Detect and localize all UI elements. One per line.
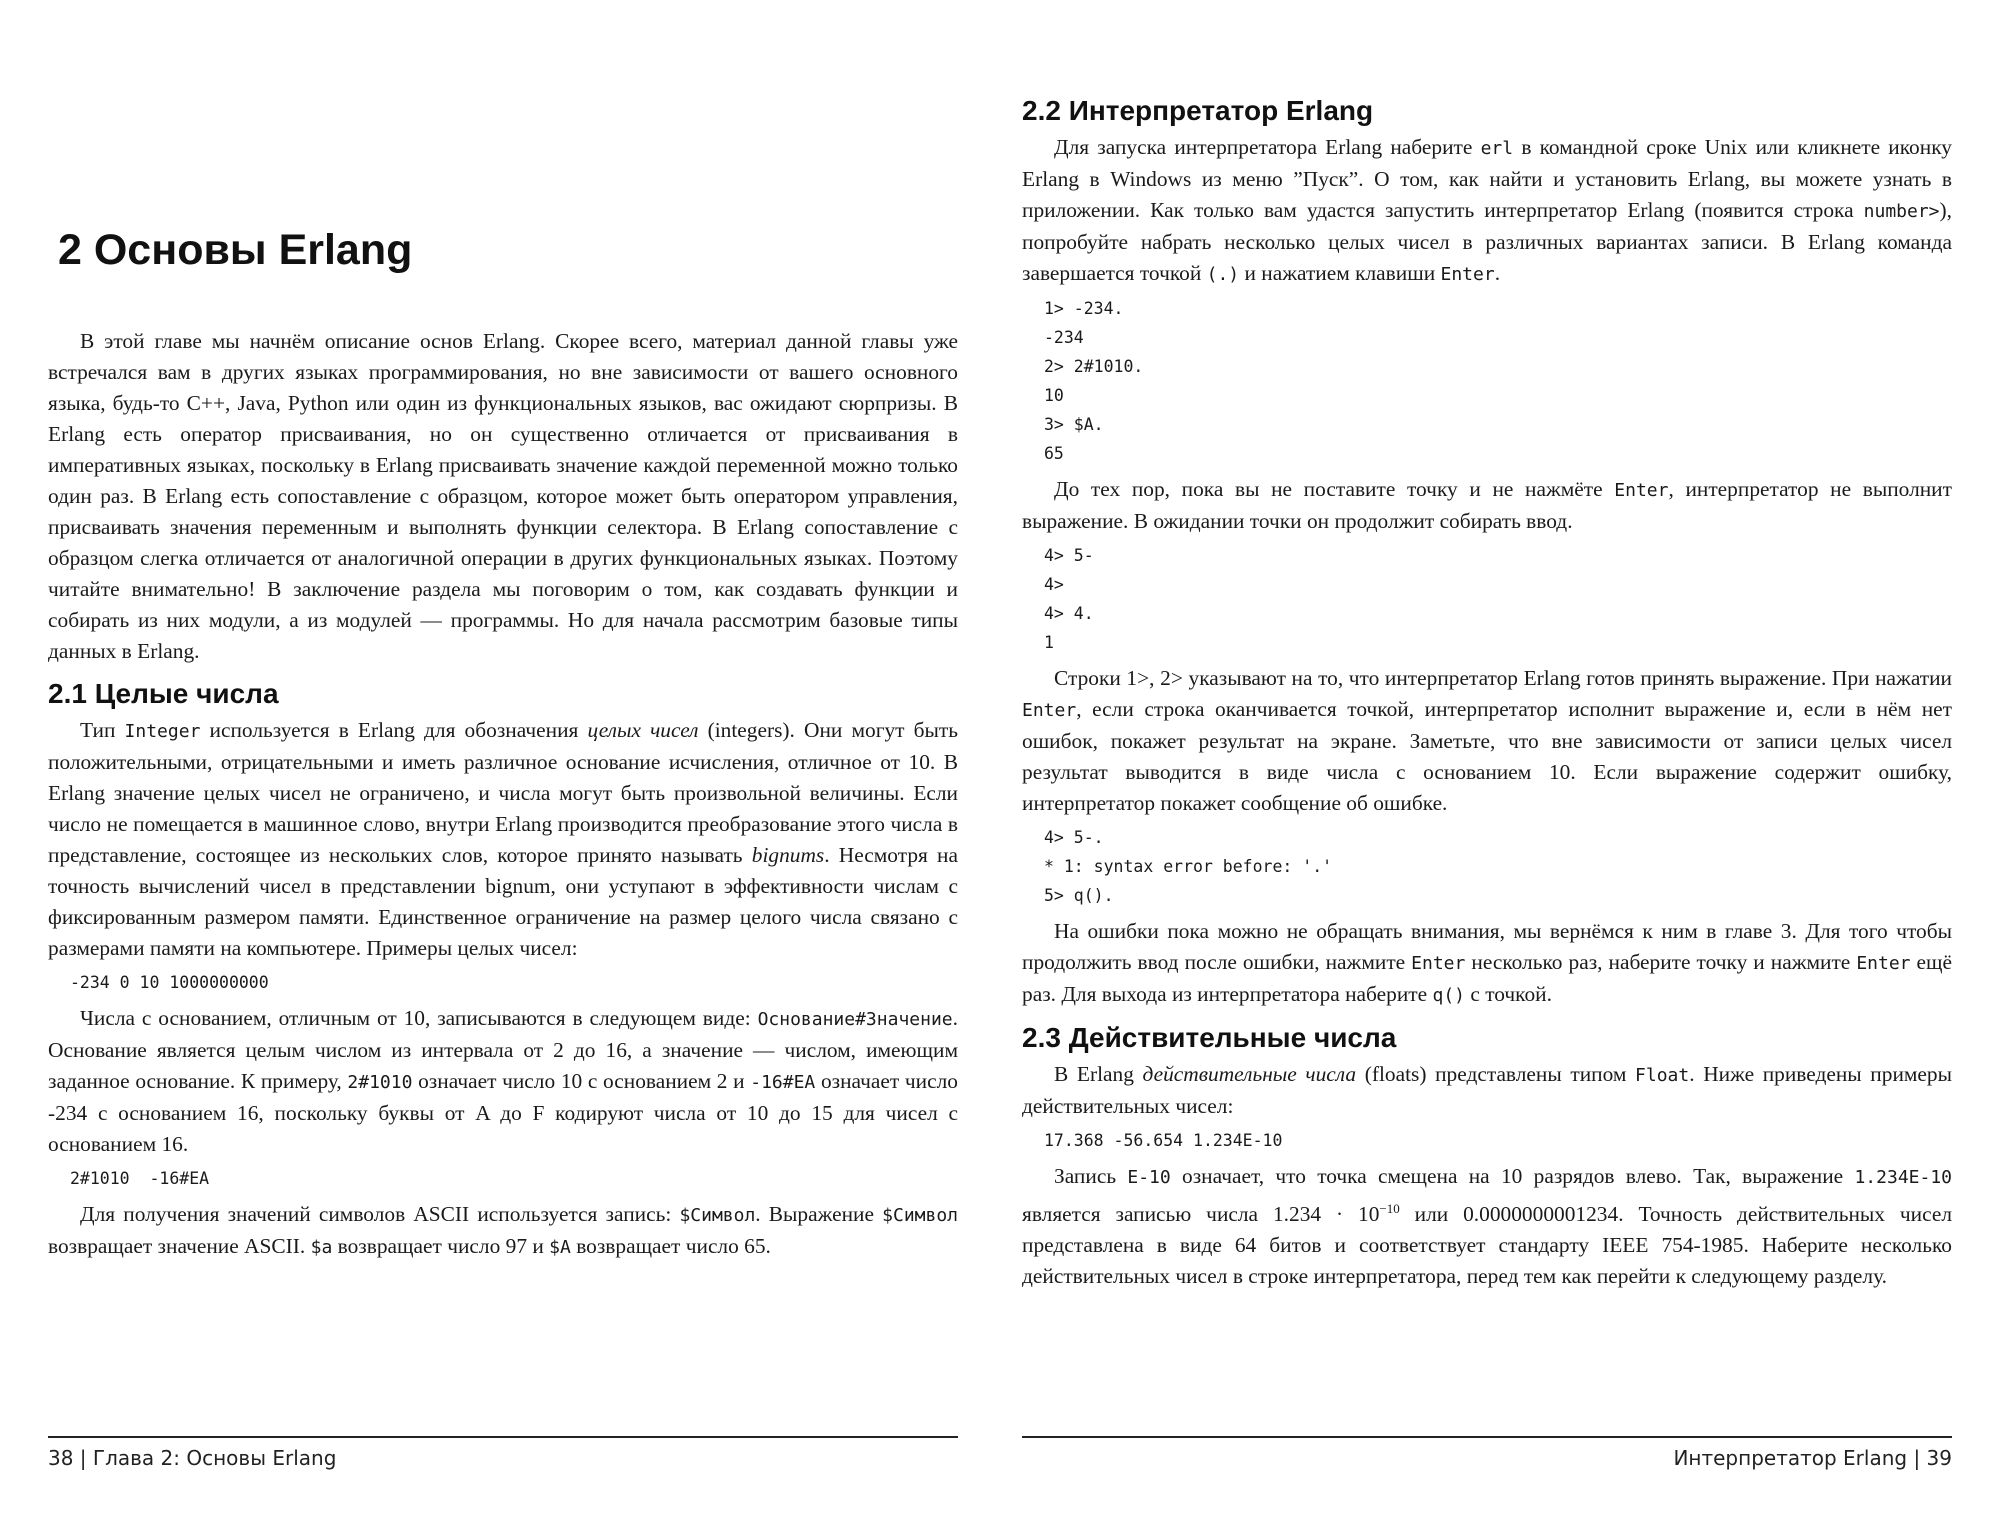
interpreter-paragraph-3: Строки 1>, 2> указывают на то, что интерпретатор Erlang готов принять выражение. При нажатии Enter, если строка оканчивается точкой, интерпретатор исполнит выражение и, если в нём нет ошибок, покажет результат на экране. Заметьте, что вне зависимости от записи целых чисел результат выводится в виде числа с основанием 10. Если выражение содержит ошибку, интерпретатор покажет сообщение об ошибке.	[1022, 666, 1952, 815]
integers-paragraph-1: Тип Integer используется в Erlang для обозначения целых чисел (integers). Они могут быть положительными, отрицательными и иметь различное основание исчисления, отличное от 10. В Erlang значение целых чисел не ограничено, и числа могут быть произвольной величины. Если число не помещается в машинное слово, внутри Erlang производится преобразование этого числа в представление, состоящее из нескольких слов, которое принято называть bignums. Несмотря на точность вычислений чисел в представлении bignum, они уступают в эффективности числам с фиксированным размером памяти. Единственное ограничение на размер целого числа связано с размерами памяти на компьютере. Примеры целых чисел:	[48, 718, 958, 960]
section-heading-floats: 2.3 Действительные числа	[1022, 1022, 1397, 1053]
right-page-content	[1022, 94, 1952, 1292]
code-example-shell-1: 1> -234. -234 2> 2#1010. 10 3> $A. 65	[1044, 299, 1144, 463]
footer-rule-left	[48, 1436, 958, 1438]
code-example-floats: 17.368 -56.654 1.234E-10	[1044, 1131, 1283, 1150]
footer-rule-right	[1022, 1436, 1952, 1438]
page-footer-left: 38 | Глава 2: Основы Erlang	[48, 1446, 337, 1470]
chapter-title: 2 Основы Erlang	[58, 226, 413, 274]
left-page-content	[48, 326, 958, 1263]
integers-paragraph-2: Числа с основанием, отличным от 10, записываются в следующем виде: Основание#Значение. Основание является целым числом из интервала от 2 до 16, а значение — числом, имеющим заданное основание. К примеру, 2#1010 означает число 10 с основанием 2 и -16#EA означает число -234 с основанием 16, поскольку буквы от A до F кодируют числа от 10 до 15 для чисел с основанием 16.	[48, 1006, 958, 1156]
left-page	[48, 0, 958, 1537]
code-example-shell-2: 4> 5- 4> 4> 4. 1	[1044, 546, 1094, 652]
section-heading-integers: 2.1 Целые числа	[48, 678, 279, 709]
floats-paragraph-2: Запись E-10 означает, что точка смещена на 10 разрядов влево. Так, выражение 1.234E-10 является записью числа $1.234 \cdot 10^{-10}$ или 0.0000000001234. Точность действительных чисел представлена в виде 64 битов и соответствует стандарту IEEE 754-1985. Наберите несколько действительных чисел в строке интерпретатора, перед тем как перейти к следующему разделу.	[1022, 1164, 1953, 1289]
right-page	[1022, 0, 1952, 1537]
interpreter-paragraph-1: Для запуска интерпретатора Erlang наберите erl в командной сроке Unix или кликнете иконку Erlang в Windows из меню ”Пуск”. О том, как найти и установить Erlang, вы можете узнать в приложении. Как только вам удастся запустить интерпретатор Erlang (появится строка number>), попробуйте набрать несколько целых чисел в различных вариантах записи. В Erlang команда завершается точкой (.) и нажатием клавиши Enter.	[1022, 135, 1952, 285]
code-example-bases: 2#1010 -16#EA	[70, 1169, 210, 1188]
interpreter-paragraph-2: До тех пор, пока вы не поставите точку и не нажмёте Enter, интерпретатор не выполнит выражение. В ожидании точки он продолжит собирать ввод.	[1022, 477, 1952, 533]
interpreter-paragraph-4: На ошибки пока можно не обращать внимания, мы вернёмся к ним в главе 3. Для того чтобы продолжить ввод после ошибки, нажмите Enter несколько раз, наберите точку и нажмите Enter ещё раз. Для выхода из интерпретатора наберите q() с точкой.	[1022, 919, 1952, 1006]
intro-paragraph: В этой главе мы начнём описание основ Erlang. Скорее всего, материал данной главы уже встречался вам в других языках программирования, но вне зависимости от вашего основного языка, будь-то C++, Java, Python или один из функциональных языков, вас ожидают сюрпризы. В Erlang есть оператор присваивания, но он существенно отличается от присваивания в императивных языках, поскольку в Erlang присваивать значение каждой переменной можно только один раз. В Erlang есть сопоставление с образцом, которое может быть оператором управления, присваивать значения переменным и выполнять функции селектора. В Erlang сопоставление с образцом слегка отличается от аналогичной операции в других функциональных языках. Поэтому читайте внимательно! В заключение раздела мы поговорим о том, как создавать функции и собирать из них модули, а из модулей — программы. Но для начала рассмотрим базовые типы данных в Erlang.	[48, 329, 958, 663]
section-heading-interpreter: 2.2 Интерпретатор Erlang	[1022, 95, 1374, 126]
integers-paragraph-3: Для получения значений символов ASCII используется запись: $Символ. Выражение $Символ возвращает значение ASCII. $a возвращает число 97 и $A возвращает число 65.	[48, 1202, 958, 1258]
code-example-shell-3: 4> 5-. * 1: syntax error before: '.' 5> q().	[1044, 828, 1333, 905]
code-example-integers: -234 0 10 1000000000	[70, 973, 269, 992]
page-footer-right: Интерпретатор Erlang | 39	[1673, 1446, 1952, 1470]
floats-paragraph-1: В Erlang действительные числа (floats) представлены типом Float. Ниже приведены примеры действительных чисел:	[1022, 1062, 1952, 1118]
